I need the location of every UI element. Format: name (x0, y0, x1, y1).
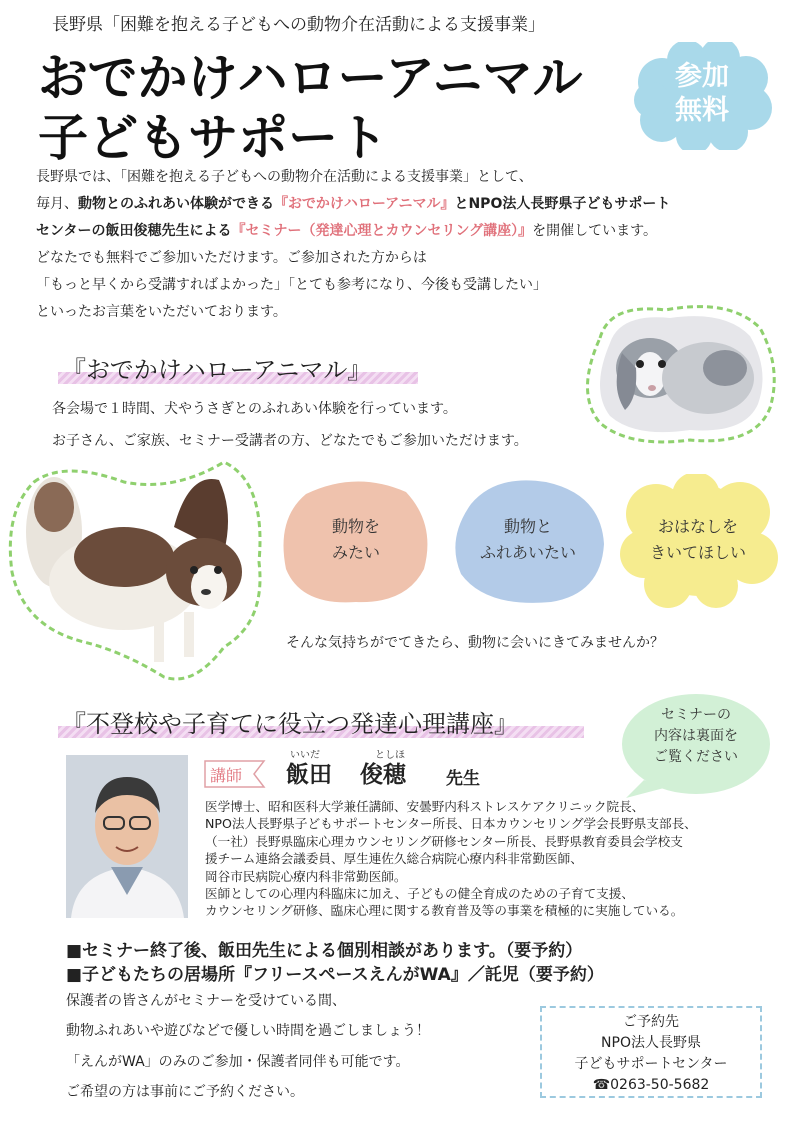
bubble-want-to-talk (616, 474, 780, 609)
lecturer-label (204, 760, 270, 788)
lecturer-label-text: 講師 (210, 766, 243, 785)
footer-text-1: 保護者の皆さんがセミナーを受けている間、 (66, 993, 346, 1009)
profile-line: カウンセリング研修、臨床心理に関する教育普及等の事業を積極的に実施している。 (205, 903, 684, 919)
animal-desc-2: お子さん、ご家族、セミナー受講者の方、どなたでもご参加いただけます。 (52, 433, 528, 449)
profile-line: 岡谷市民病院心療内科非常勤医師。 (205, 868, 407, 884)
contact-org-line1: NPO法人長野県 (601, 1035, 701, 1051)
bubble-line: きいてほしい (649, 543, 746, 562)
lecturer-honorific: 先生 (446, 769, 480, 789)
profile-line: NPO法人長野県子どもサポートセンター所長、日本カウンセリング学会長野県支部長、 (205, 816, 697, 832)
note-line: 内容は裏面を (654, 728, 738, 744)
lecturer-name (286, 756, 406, 789)
footer-text-2: 動物ふれあいや遊びなどで優しい時間を過ごしましょう！ (66, 1023, 430, 1039)
intro-line: 「もっと早くから受講すればよかった」「とても参考になり、今後も受講したい」 (36, 277, 547, 293)
rabbit-photo (570, 298, 780, 448)
page-subtitle: 長野県「困難を抱える子どもへの動物介在活動による支援事業」 (52, 15, 545, 35)
contact-box (540, 1006, 762, 1098)
bubble-line: おはなしを (657, 517, 738, 536)
profile-line: 医師としての心理内科臨床に加え、子どもの健全育成のための子育て支援、 (205, 886, 634, 902)
bubble-want-to-see (276, 474, 436, 609)
contact-phone[interactable]: ☎0263-50-5682 (592, 1077, 710, 1093)
intro-line: といったお言葉をいただいております。 (36, 304, 287, 320)
seminar-note-bubble (616, 690, 776, 800)
note-line: セミナーの (661, 707, 731, 723)
note-line: ご覧ください (654, 749, 738, 765)
footer-text-4: ご希望の方は事前にご予約ください。 (66, 1084, 304, 1100)
intro-line: センターの飯田俊穂先生による『セミナー（発達心理とカウンセリング講座）』を開催しています。 (36, 223, 658, 239)
intro-line: 長野県では、「困難を抱える子どもへの動物介在活動による支援事業」として、 (36, 169, 533, 185)
intro-line: どなたでも無料でご参加いただけます。ご参加された方からは (36, 250, 427, 266)
lecturer-family-name: 飯田 (286, 762, 332, 788)
profile-line: 援チーム連絡会議委員、厚生連佐久総合病院心療内科非常勤医師、 (205, 851, 583, 867)
animal-closing: そんな気持ちがでてきたら、動物に会いにきてみませんか？ (286, 635, 664, 651)
contact-label: ご予約先 (623, 1014, 679, 1030)
bubble-want-to-touch (446, 474, 610, 609)
footer-text-3: 「えんがWA」のみのご参加・保護者同伴も可能です。 (66, 1054, 410, 1070)
bubble-line: 動物を (331, 517, 380, 536)
free-badge (632, 42, 772, 150)
bubble-line: 動物と (503, 517, 552, 536)
animal-section-title: 『おでかけハローアニマル』 (62, 356, 372, 384)
bubble-line: みたい (331, 543, 380, 562)
notice-childcare: ■子どもたちの居場所『フリースペースえんがWA』／託児（要予約） (66, 965, 604, 985)
lecturer-given-name: 俊穂 (360, 762, 406, 788)
lecturer-profile (205, 798, 775, 920)
profile-line: 医学博士、昭和医科大学兼任講師、安曇野内科ストレスケアクリニック院長、 (205, 799, 645, 814)
notice-consultation: ■セミナー終了後、飯田先生による個別相談があります。（要予約） (66, 941, 583, 961)
page-title-line1: おでかけハローアニマル (38, 49, 583, 107)
page-title-line2: 子どもサポート (38, 109, 388, 167)
dog-photo (4, 452, 274, 692)
badge-line2: 無料 (675, 95, 729, 126)
badge-line1: 参加 (675, 61, 729, 92)
intro-line: 毎月、動物とのふれあい体験ができる『おでかけハローアニマル』とNPO法人長野県子どもサポート (36, 196, 671, 212)
lecturer-photo (66, 755, 188, 918)
seminar-section-title: 『不登校や子育てに役立つ発達心理講座』 (62, 710, 518, 738)
bubble-line: ふれあいたい (479, 543, 576, 562)
contact-org-line2: 子どもサポートセンター (574, 1056, 728, 1072)
furigana-given: としほ (375, 750, 405, 761)
animal-desc-1: 各会場で１時間、犬やうさぎとのふれあい体験を行っています。 (52, 401, 457, 417)
furigana-family: いいだ (290, 750, 320, 761)
profile-line: （一社）長野県臨床心理カウンセリング研修センター所長、長野県教育委員会学校支 (205, 833, 683, 849)
